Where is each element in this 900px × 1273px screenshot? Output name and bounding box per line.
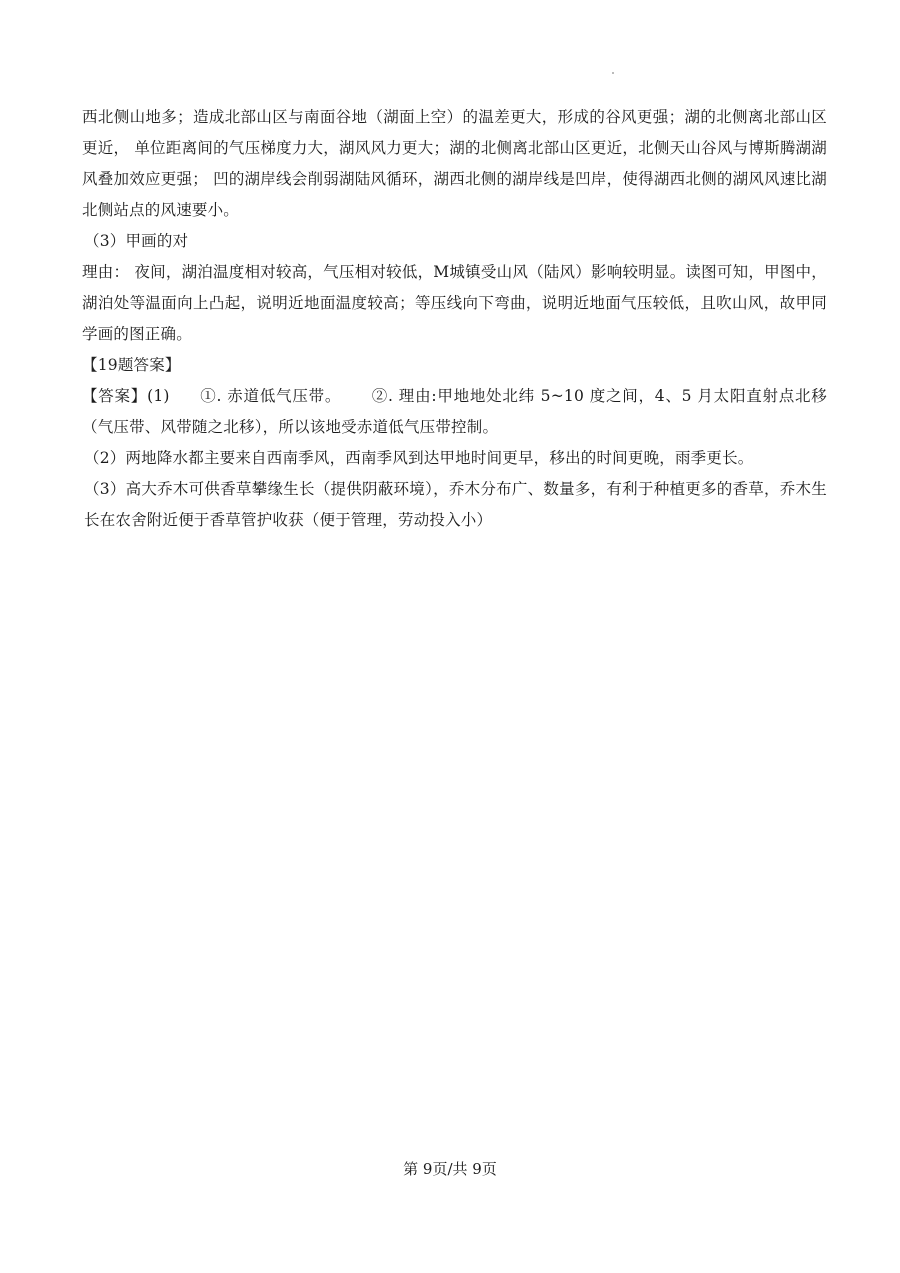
paragraph-question-3-reason: 理由： 夜间，湖泊温度相对较高，气压相对较低，M城镇受山风（陆风）影响较明显。读图可知，甲图中，湖泊处等温面向上凸起，说明近地面温度较高；等压线向下弯曲，说明近地面气压较低，且吹山风，故甲同学画的图正确。 xyxy=(82,263,827,343)
paragraph-lake-breeze-analysis: 西北侧山地多；造成北部山区与南面谷地（湖面上空）的温差更大，形成的谷风更强；湖的北侧离北部山区更近， 单位距离间的气压梯度力大，湖风风力更大；湖的北侧离北部山区更近，北侧天山谷风与博斯腾湖湖风叠加效应更强； 凹的湖岸线会削弱湖陆风循环，湖西北侧的湖岸线是凹岸，使得湖西北侧的湖风风速比湖北侧站点的风速要小。 xyxy=(82,108,827,219)
answer-part-2: （2）两地降水都主要来自西南季风，西南季风到达甲地时间更早，移出的时间更晚，雨季更长。 xyxy=(84,449,754,467)
paragraph-question-3-heading: （3）甲画的对 xyxy=(84,232,189,250)
scan-speck xyxy=(612,72,614,74)
question-19-answer-heading: 【19题答案】 xyxy=(82,356,181,374)
document-body xyxy=(82,102,827,536)
answer-part-1 xyxy=(82,381,827,443)
page-number-footer: 第 9页/共 9页 xyxy=(403,1160,497,1178)
answer-label: 【答案】(1) xyxy=(82,387,170,405)
answer-point-1: ①. 赤道低气压带。 xyxy=(199,387,342,405)
answer-point-2: ②. 理由:甲地地处北纬 5~10 度之间，4、5 月太阳直射点北移（气压带、风带随之北移），所以该地受赤道低气压带控制。 xyxy=(82,387,827,436)
answer-part-3: （3）高大乔木可供香草攀缘生长（提供阴蔽环境），乔木分布广、数量多，有利于种植更多的香草，乔木生长在农舍附近便于香草管护收获（便于管理，劳动投入小） xyxy=(84,480,827,529)
